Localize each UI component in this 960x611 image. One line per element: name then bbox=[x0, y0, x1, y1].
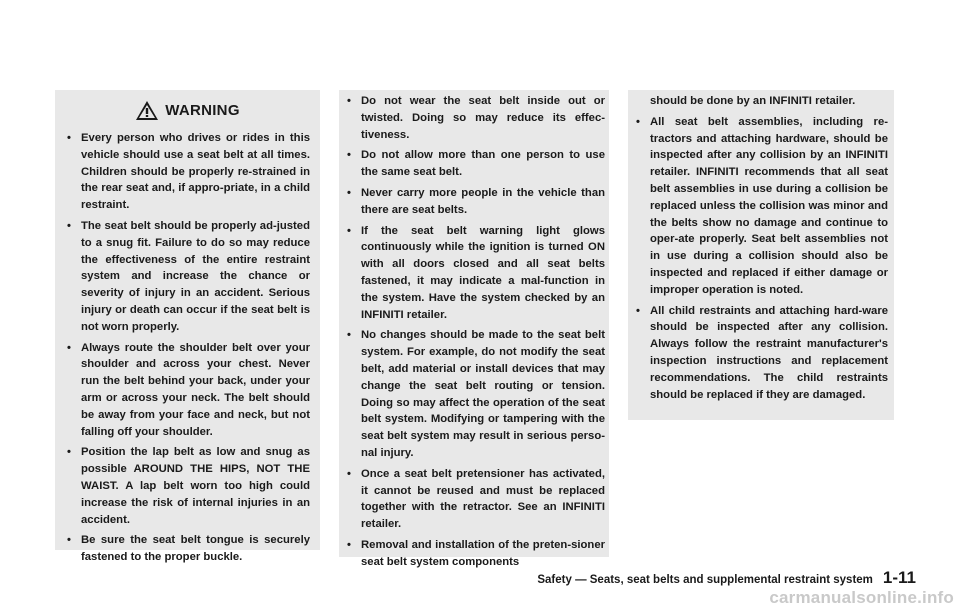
warning-panel bbox=[55, 90, 320, 564]
list-item: • If the seat belt warning light glows continuously while the ignition is turned ON with all doors closed and all seat belts fastened, it may indicate a mal-function in the system. Have the system checked by an INFINITI retailer. bbox=[347, 224, 605, 321]
list-item: • Every person who drives or rides in this vehicle should use a seat belt at all times. Children should be properly re-strained in the rear seat and, if appro-priate, in a child restraint. bbox=[67, 132, 310, 212]
warning-title: WARNING bbox=[165, 102, 240, 119]
warning-list-col3 bbox=[634, 93, 888, 403]
list-item-continued: should be done by an INFINITI retailer. bbox=[650, 95, 856, 107]
warning-panel-continued bbox=[339, 90, 609, 568]
page-number: 1-11 bbox=[882, 568, 916, 587]
list-item: • Never carry more people in the vehicle than there are seat belts. bbox=[347, 186, 605, 216]
list-item: • Position the lap belt as low and snug as possible AROUND THE HIPS, NOT THE WAIST. A lap belt worn too high could increase the risk of internal injuries in an accident. bbox=[67, 446, 310, 526]
list-item: • Once a seat belt pretensioner has activated, it cannot be reused and must be replaced together with the retractor. See an INFINITI retailer. bbox=[347, 467, 605, 531]
watermark: carmanualsonline.info bbox=[769, 588, 954, 607]
warning-list-col2 bbox=[345, 93, 605, 571]
list-item: • All seat belt assemblies, including re-tractors and attaching hardware, should be inspected after any collision by an INFINITI retailer. INFINITI recommends that all seat belt assemblies in use during a collision be replaced unless the collision was minor and the belts show no damage and continue to oper-ate properly. Seat belt assemblies not in use during a collision should also be inspected and replaced if either damage or improper operation is noted. bbox=[636, 115, 888, 296]
list-item: • The seat belt should be properly ad-justed to a snug fit. Failure to do so may reduce the effectiveness of the entire restraint system and increase the chance or severity of injury in an accident. Serious injury or death can occur if the seat belt is not worn properly. bbox=[67, 219, 310, 333]
list-item: • No changes should be made to the seat belt system. For example, do not modify the seat belt, add material or install devices that may change the seat belt routing or tension. Doing so may affect the operation of the seat belt system. Modifying or tampering with the seat belt system may result in serious perso-nal injury. bbox=[347, 329, 605, 459]
section-title: Safety — Seats, seat belts and supplemental restraint system bbox=[537, 574, 873, 586]
warning-list-col1 bbox=[65, 130, 310, 566]
list-item: • Do not allow more than one person to use the same seat belt. bbox=[347, 149, 605, 179]
list-item: • Be sure the seat belt tongue is securely fastened to the proper buckle. bbox=[67, 534, 310, 564]
list-item: • Always route the shoulder belt over your shoulder and across your chest. Never run the belt behind your back, under your arm or across your neck. The belt should be away from your face and neck, but not falling off your shoulder. bbox=[67, 341, 310, 438]
warning-panel-end bbox=[628, 90, 894, 420]
warning-header bbox=[55, 100, 320, 121]
list-item: • Removal and installation of the preten-sioner seat belt system components bbox=[347, 538, 605, 568]
list-item: • Do not wear the seat belt inside out or twisted. Doing so may reduce its effec-tiveness. bbox=[347, 95, 605, 141]
warning-triangle-icon bbox=[135, 100, 159, 121]
list-item: • All child restraints and attaching hard-ware should be inspected after any collision. Always follow the restraint manufacturer's inspection instructions and replacement recommendations. The child restraints should be replaced if they are damaged. bbox=[636, 304, 888, 401]
page-footer bbox=[537, 568, 916, 588]
